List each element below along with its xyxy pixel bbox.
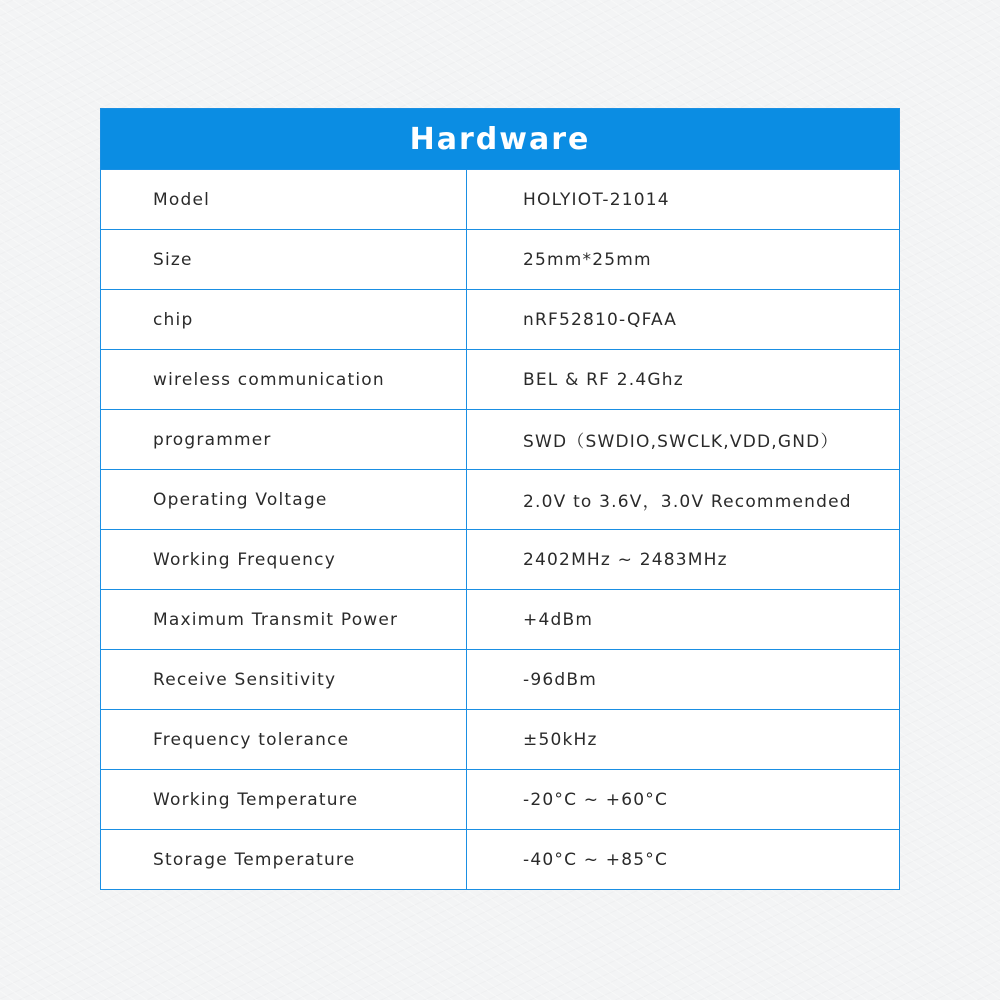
- table-row: [101, 769, 899, 829]
- row-value: 25mm*25mm: [523, 249, 652, 270]
- row-value: nRF52810-QFAA: [523, 309, 678, 330]
- row-label: Working Temperature: [101, 770, 467, 829]
- table-row: [101, 529, 899, 589]
- table-row: [101, 709, 899, 769]
- row-label: Frequency tolerance: [101, 710, 467, 769]
- row-label: programmer: [101, 410, 467, 469]
- table-row: [101, 589, 899, 649]
- table-row: [101, 229, 899, 289]
- row-label: Storage Temperature: [101, 830, 467, 889]
- row-value: -40°C ~ +85°C: [523, 849, 669, 870]
- row-value: 2402MHz ~ 2483MHz: [523, 549, 728, 570]
- row-value: 2.0V to 3.6V，3.0V Recommended: [523, 492, 852, 512]
- row-value: BEL & RF 2.4Ghz: [523, 369, 684, 390]
- hardware-spec-table: [100, 108, 900, 890]
- row-label: wireless communication: [101, 350, 467, 409]
- row-label: Size: [101, 230, 467, 289]
- table-row: [101, 649, 899, 709]
- row-value: +4dBm: [523, 609, 594, 630]
- table-row: [101, 409, 899, 469]
- table-row: [101, 349, 899, 409]
- row-value: SWD（SWDIO,SWCLK,VDD,GND）: [523, 432, 839, 452]
- row-label: Operating Voltage: [101, 470, 467, 529]
- table-row: [101, 169, 899, 229]
- table-row: [101, 469, 899, 529]
- row-label: Model: [101, 170, 467, 229]
- row-value: ±50kHz: [523, 729, 598, 750]
- table-row: [101, 289, 899, 349]
- row-value: HOLYIOT-21014: [523, 189, 670, 210]
- row-label: Maximum Transmit Power: [101, 590, 467, 649]
- row-label: Working Frequency: [101, 530, 467, 589]
- row-label: Receive Sensitivity: [101, 650, 467, 709]
- row-value: -20°C ~ +60°C: [523, 789, 669, 810]
- row-label: chip: [101, 290, 467, 349]
- table-row: [101, 829, 899, 889]
- row-value: -96dBm: [523, 669, 597, 690]
- table-title: Hardware: [101, 109, 899, 169]
